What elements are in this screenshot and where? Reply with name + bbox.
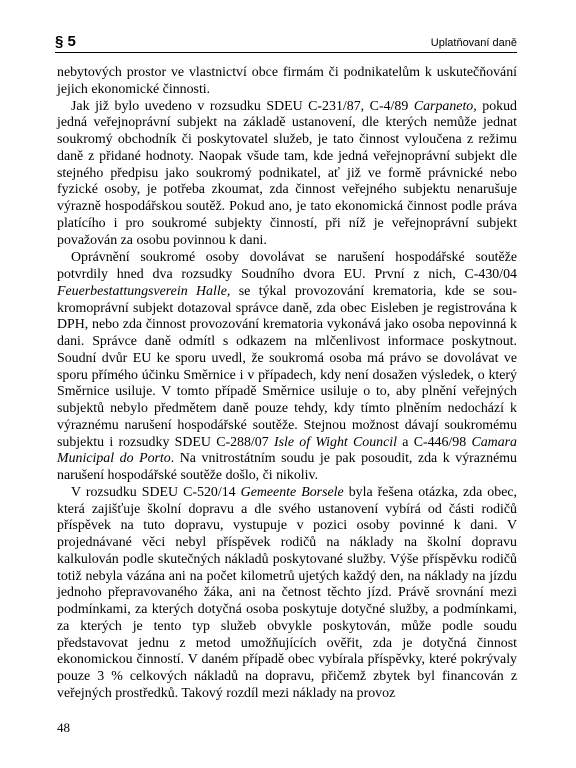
text-run: nebytových prostor ve vlastnictví obce firmám či podnikatelům k uskutečňování jejich ekonomické činnosti. [57,65,517,97]
text-run: V rozsudku SDEU C-520/14 [71,484,241,500]
paragraph [57,65,517,99]
paragraph [57,250,517,485]
text-run: Oprávnění soukromé osoby dovolávat se narušení hospodářské soutěže potvrdily hned dva rozsudky Soudního dvora EU. První z nich, C-430/04 [57,250,517,282]
text-run: a C-446/98 [397,434,472,450]
paragraph [57,99,517,250]
case-name: Carpaneto [413,98,474,114]
text-run: se týkal provozování krematoria, kde se soukromoprávní subjekt dotazoval správce daně, zda obec Eisleben je registrována k DPH, nebo zda činnost provozování krematoria vykonává jako osoba nepovinná k dani. Správce daně odmítl s odkazem na mlčenlivost informace poskytnout. Soudní dvůr EU ke sporu uvedl, že soukromá osoba má právo se dovolávat ve sporu přímého účinku Směrnice i v případech, kdy není dosažen výsledek, o který Směrnice usiluje. V tomto případě Směrnice usiluje o to, aby plnění veřejných subjektů nebylo předmětem daně pouze tehdy, kdy tímto plněním nedochází k výraznému narušení hospodářské soutěže. Stejnou možnost dávají soukromému subjektu i rozsudky SDEU C-288/07 [57,283,517,450]
case-name: Isle of Wight Council [273,434,397,450]
paragraph [57,485,517,703]
running-title: Uplatňovaní daně [430,37,517,49]
case-name: Feuerbestattungsverein Halle, [57,283,231,299]
case-name: Gemeente Borsele [240,484,344,500]
case-name: Camara Municipal do Porto [57,434,517,467]
page-header [55,33,517,57]
text-run: , pokud jedná veřejnoprávní subjekt na základě ustanovení, dle kterých nemůže jednat soukromý obchodník či poskytovatel služeb, je tato činnost vyloučena z režimu daně z přidané hodnoty. Naopak všude tam, kde jedná veřejnoprávní subjekt dle stejného předpisu jako soukromý podnikatel, ať již ve formě právnické nebo fyzické osoby, je potřeba zkoumat, zda činnost veřejného subjektu nenarušuje výrazně hospodářskou soutěž. Pokud ano, je tato ekonomická činnost podle práva platícího i pro soukromé subjekty činností, při níž je veřejnoprávní subjekt považován za osobu povinnou k dani. [57,98,518,248]
body-text [57,65,517,703]
section-mark: § 5 [55,33,76,50]
header-rule [55,52,517,53]
page-number: 48 [57,720,70,735]
text-run: byla řešena otázka, zda obec, která zajišťuje školní dopravu a dle svého ustanovení vybírá od části rodičů příspěvek na tuto dopravu, vystupuje v pozici osoby povinné k dani. V projednávané věci nebyl příspěvek rodičů na náklady na školní dopravu kalkulován podle skutečných nákladů poskytované služby. Výše příspěvku rodičů totiž nebyla vázána ani na počet kilometrů ujetých každý den, na náklady na jízdu jednoho přepravovaného žáka, ani na četnost těchto jízd. Právě srovnání mezi podmínkami, za kterých dotyčná osoba poskytuje dotyčné služby, a podmínkami, za kterých je tento typ služeb obvykle poskytován, může podle soudu představovat jednu z metod umožňujících ověřit, zda je dotyčná činnost ekonomickou činností. V daném případě obec vybírala příspěvky, které pokrývaly pouze 3 % celkových nákladů na dopravu, přičemž zbytek byl financován z veřejných prostředků. Takový rozdíl mezi náklady na provoz [57,484,517,701]
text-run: Jak již bylo uvedeno v rozsudku SDEU C-231/87, C-4/89 [71,98,414,114]
text-run: . Na vnitrostátním soudu je pak posoudit, zda k výraznému narušení hospodářské soutěže došlo, či nikoliv. [57,451,517,483]
